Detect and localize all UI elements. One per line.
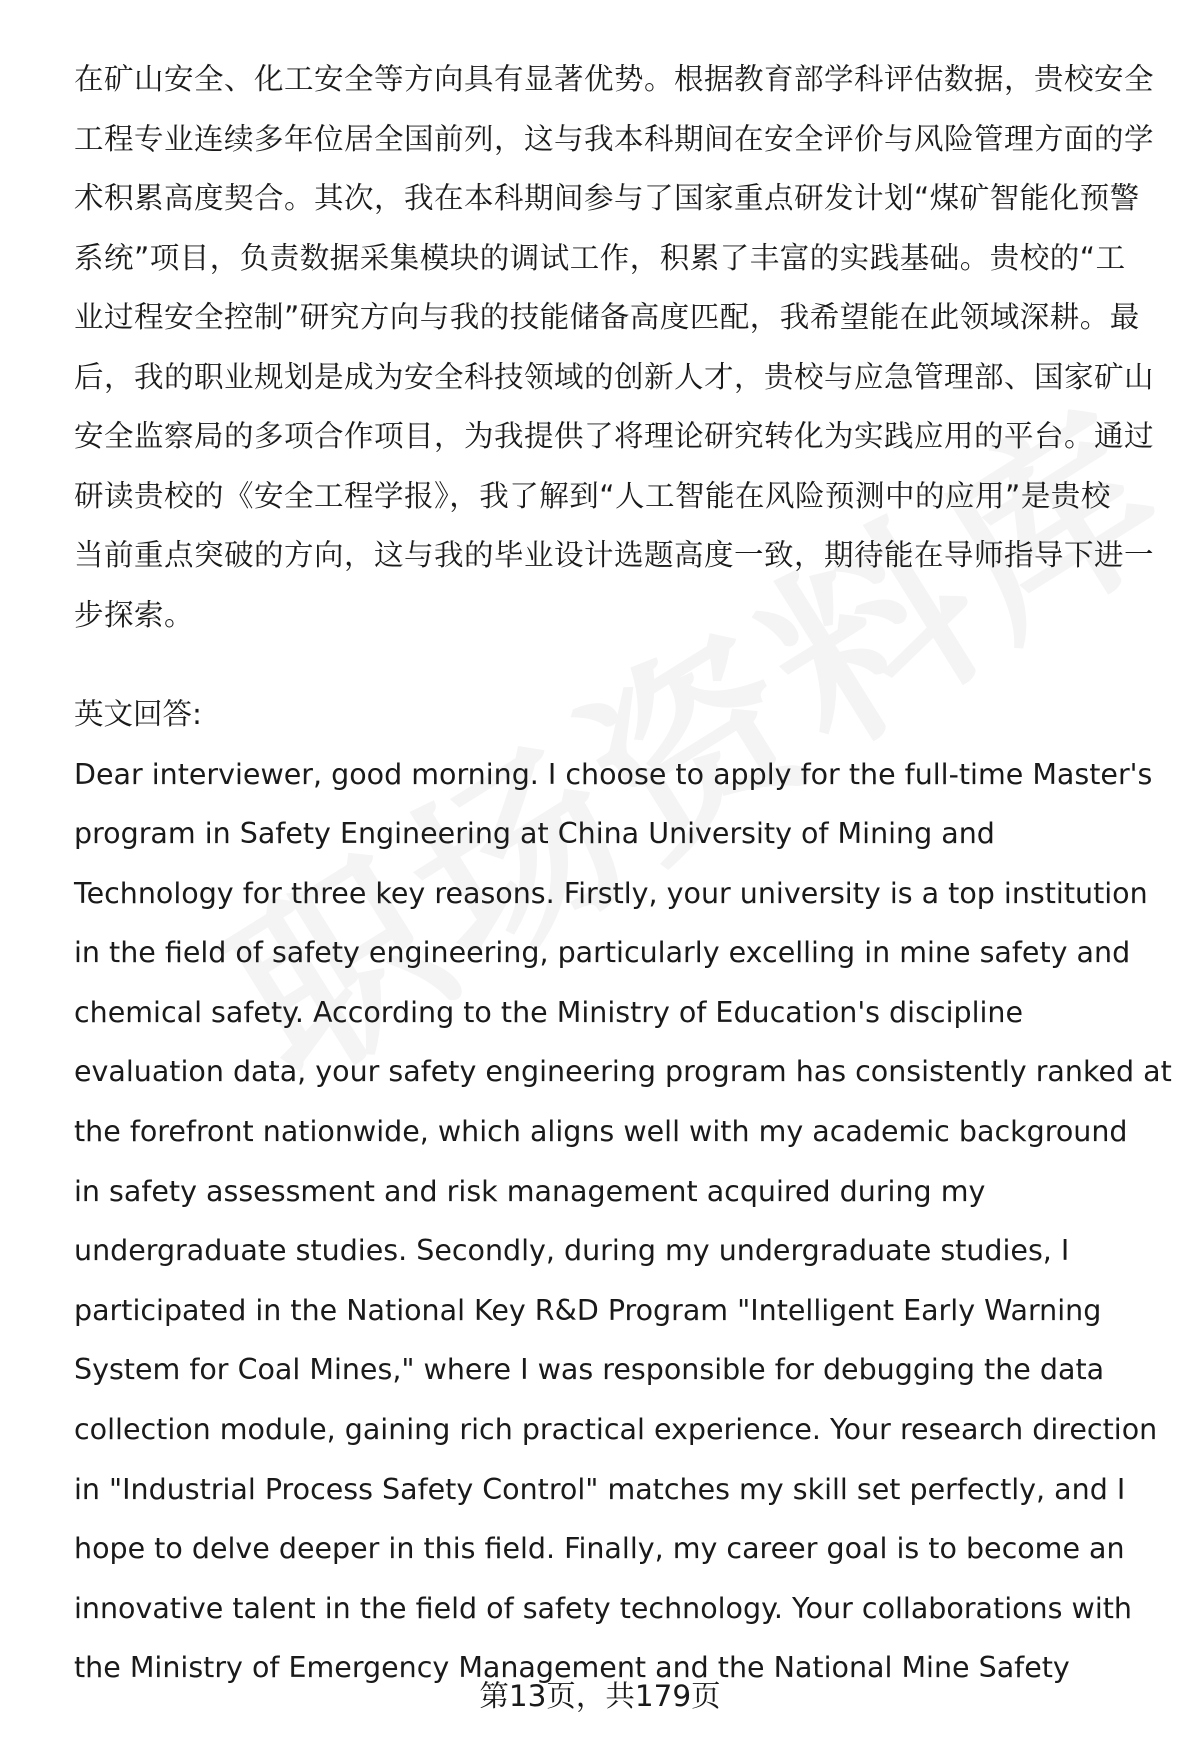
- document-body: [74, 50, 1172, 1698]
- english-answer-label: 英文回答:: [74, 697, 202, 731]
- text-line: 步探索。: [74, 597, 195, 632]
- text-line: System for Coal Mines," where I was responsible for debugging the data: [74, 1353, 1105, 1387]
- text-line: Technology for three key reasons. Firstly, your university is a top institution: [74, 876, 1148, 910]
- text-line: evaluation data, your safety engineering program has consistently ranked at: [74, 1055, 1172, 1089]
- text-line: hope to delve deeper in this field. Finally, my career goal is to become an: [74, 1532, 1125, 1566]
- text-line: Dear interviewer, good morning. I choose to apply for the full-time Master's: [74, 757, 1153, 791]
- text-line: 在矿山安全、化工安全等方向具有显著优势。根据教育部学科评估数据，贵校安全: [74, 62, 1155, 96]
- english-answer: [74, 745, 1172, 1699]
- text-line: chemical safety. According to the Ministry of Education's discipline: [74, 995, 1024, 1029]
- text-line: program in Safety Engineering at China University of Mining and: [74, 817, 995, 851]
- page-number-footer: 第13页，共179页: [479, 1679, 721, 1713]
- text-line: 业过程安全控制”研究方向与我的技能储备高度匹配，我希望能在此领域深耕。最: [74, 300, 1140, 334]
- text-line: in the field of safety engineering, particularly excelling in mine safety and: [74, 936, 1131, 970]
- text-line: the forefront nationwide, which aligns well with my academic background: [74, 1115, 1128, 1149]
- text-line: 安全监察局的多项合作项目，为我提供了将理论研究转化为实践应用的平台。通过: [74, 419, 1155, 453]
- text-line: undergraduate studies. Secondly, during my undergraduate studies, I: [74, 1234, 1070, 1268]
- text-line: the Ministry of Emergency Management and the National Mine Safety: [74, 1651, 1070, 1685]
- text-line: 研读贵校的《安全工程学报》，我了解到“人工智能在风险预测中的应用”是贵校: [74, 478, 1111, 513]
- text-line: 当前重点突破的方向，这与我的毕业设计选题高度一致，期待能在导师指导下进一: [74, 538, 1155, 572]
- text-line: participated in the National Key R&D Program "Intelligent Early Warning: [74, 1293, 1102, 1327]
- text-line: innovative talent in the field of safety technology. Your collaborations with: [74, 1591, 1132, 1625]
- chinese-answer: [74, 50, 1164, 645]
- text-line: 后，我的职业规划是成为安全科技领域的创新人才，贵校与应急管理部、国家矿山: [74, 359, 1155, 394]
- text-line: in "Industrial Process Safety Control" matches my skill set perfectly, and I: [74, 1472, 1126, 1506]
- text-line: 术积累高度契合。其次，我在本科期间参与了国家重点研发计划“煤矿智能化预警: [74, 181, 1140, 215]
- text-line: 系统”项目，负责数据采集模块的调试工作，积累了丰富的实践基础。贵校的“工: [74, 240, 1126, 275]
- text-line: collection module, gaining rich practical experience. Your research direction: [74, 1413, 1158, 1447]
- text-line: in safety assessment and risk management acquired during my: [74, 1174, 986, 1208]
- text-line: 工程专业连续多年位居全国前列，这与我本科期间在安全评价与风险管理方面的学: [74, 121, 1155, 156]
